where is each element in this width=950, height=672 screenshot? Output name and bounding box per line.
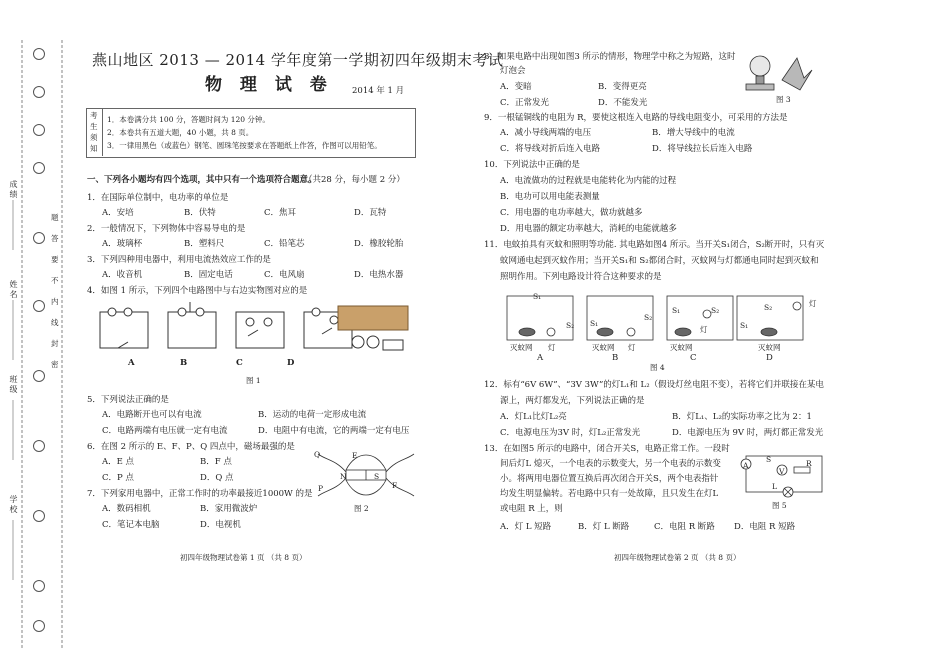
option: D．橡胶轮胎 xyxy=(354,239,404,249)
switch-label: S₂ xyxy=(711,306,720,315)
question-stem: 13．在如图5 所示的电路中，闭合开关S，电路正常工作。一段时 xyxy=(484,444,730,454)
option: D．Q 点 xyxy=(200,473,234,483)
switch-label: S₂ xyxy=(566,321,575,330)
figure-2-magnet xyxy=(316,450,416,500)
option: B．塑料尺 xyxy=(184,239,225,249)
option: B．运动的电荷一定形成电流 xyxy=(258,410,367,420)
switch-label: S xyxy=(766,455,772,464)
page-footer: 初四年级物理试卷第 1 页 （共 8 页） xyxy=(180,553,307,562)
point-label: Q xyxy=(314,450,321,459)
net-label: 灭蚊网 xyxy=(510,343,533,352)
option: A．玻璃杯 xyxy=(102,239,143,249)
magnet-pole-label: N xyxy=(340,472,347,481)
point-label: F xyxy=(392,481,398,490)
notice-divider xyxy=(102,108,103,156)
seal-char: 不 xyxy=(51,276,59,285)
option: D．将导线拉长后连入电路 xyxy=(652,144,753,154)
option: C．电阻 R 断路 xyxy=(654,522,715,532)
question-stem: 源上，两灯都发光，下列说法正确的是 xyxy=(500,396,645,406)
label-score: 成绩 xyxy=(9,180,18,200)
subject-title: 物 理 试 卷 xyxy=(205,75,333,95)
option: C．P 点 xyxy=(102,473,134,483)
circuit-option: A xyxy=(537,353,544,363)
option: B．变得更亮 xyxy=(598,82,647,92)
option: A．电路断开也可以有电流 xyxy=(102,410,202,420)
figure-option: B xyxy=(180,358,188,368)
section-heading: 一、下列各小题均有四个选项，其中只有一个选项符合题意。 xyxy=(87,175,317,185)
figure-option: C xyxy=(236,358,243,368)
option: B．固定电话 xyxy=(184,270,233,280)
seal-char: 密 xyxy=(51,360,59,369)
net-label: 灭蚊网 xyxy=(670,343,693,352)
question-stem: 11．电蚊拍具有灭蚊和照明等功能. 其电路如图4 所示。当开关S₁闭合，S₂断开时，只有灭 xyxy=(484,240,825,250)
option: B．增大导线中的电流 xyxy=(652,128,735,138)
option: B．F 点 xyxy=(200,457,232,467)
seal-char: 封 xyxy=(51,339,59,348)
point-label: E xyxy=(352,451,358,460)
seal-char: 要 xyxy=(51,255,59,264)
option: A．电流做功的过程就是电能转化为内能的过程 xyxy=(500,176,677,186)
question-stem: 4．如图 1 所示，下列四个电路图中与右边实物图对应的是 xyxy=(87,286,308,296)
meter-label: V xyxy=(779,467,785,476)
option: C．电路两端有电压就一定有电流 xyxy=(102,426,228,436)
binding-hole xyxy=(33,300,45,312)
figure-caption: 图 4 xyxy=(650,363,665,372)
notice-item: 2．本卷共有五道大题，40 小题，共 8 页。 xyxy=(107,128,254,137)
label-name: 姓名 xyxy=(9,280,18,300)
switch-label: S₂ xyxy=(644,313,653,322)
option: B．电功可以用电能表测量 xyxy=(500,192,600,202)
notice-label-char: 知 xyxy=(90,144,98,153)
binding-hole xyxy=(33,440,45,452)
switch-label: S₁ xyxy=(533,292,542,301)
option: B．灯L₁、L₂的实际功率之比为 2：1 xyxy=(672,412,812,422)
option: D．电阻 R 短路 xyxy=(734,522,796,532)
option: D．电视机 xyxy=(200,520,241,530)
option: C．笔记本电脑 xyxy=(102,520,160,530)
fill-lines xyxy=(10,140,30,640)
option: B．伏特 xyxy=(184,208,216,218)
binding-hole xyxy=(33,370,45,382)
option: A．灯 L 短路 xyxy=(500,522,552,532)
option: D．电源电压为 9V 时，两灯都正常发光 xyxy=(672,428,824,438)
lamp-label: L xyxy=(772,482,777,491)
magnet-pole-label: S xyxy=(374,472,380,481)
option: C．将导线对折后连入电路 xyxy=(500,144,601,154)
option: A．收音机 xyxy=(102,270,143,280)
option: B．家用微波炉 xyxy=(200,504,258,514)
lamp-label: 灯 xyxy=(700,325,708,334)
question-stem: 7．下列家用电器中，正常工作时的功率最接近1000W 的是 xyxy=(87,489,313,499)
notice-label-char: 生 xyxy=(90,122,98,131)
figure-caption: 图 3 xyxy=(776,95,791,104)
circuit-option: B xyxy=(612,353,619,363)
question-stem: 2．一般情况下，下列物体中容易导电的是 xyxy=(87,224,246,234)
question-stem: 间后灯L 熄灭，一个电表的示数变大，另一个电表的示数变 xyxy=(500,459,721,469)
binding-hole xyxy=(33,48,45,60)
notice-label-char: 须 xyxy=(90,133,98,142)
binding-hole xyxy=(33,510,45,522)
point-label: P xyxy=(318,484,324,493)
meter-label: A xyxy=(743,461,749,470)
label-class: 班级 xyxy=(9,375,18,395)
option: A．数码相机 xyxy=(102,504,151,514)
notice-item: 3．一律用黑色（或蓝色）钢笔、圆珠笔按要求在答题纸上作答，作图可以用铅笔。 xyxy=(107,141,382,150)
option: D．瓦特 xyxy=(354,208,387,218)
seal-char: 内 xyxy=(51,297,59,306)
binding-hole xyxy=(33,620,45,632)
switch-label: S₁ xyxy=(590,319,599,328)
figure-1-circuits xyxy=(98,300,428,370)
net-label: 灭蚊网 xyxy=(592,343,615,352)
binding-hole xyxy=(33,232,45,244)
option: C．电源电压为3V 时，灯L₂正常发光 xyxy=(500,428,641,438)
question-stem: 9．一根锰铜线的电阻为 R，要使这根连入电路的导线电阻变小，可采用的方法是 xyxy=(484,113,788,123)
exam-date: 2014 年 1 月 xyxy=(352,86,405,96)
option: A．减小导线两端的电压 xyxy=(500,128,592,138)
lamp-label: 灯 xyxy=(548,343,556,352)
circuit-option: D xyxy=(766,353,773,363)
option: D．电热水器 xyxy=(354,270,404,280)
question-stem: 5．下列说法正确的是 xyxy=(87,395,169,405)
resistor-label: R xyxy=(806,459,812,468)
question-stem: 灯泡会 xyxy=(500,66,526,76)
figure-3-bulb xyxy=(742,50,812,92)
question-stem: 8．如果电路中出现如图3 所示的情形，物理学中称之为短路，这时 xyxy=(484,52,736,62)
question-stem: 6．在图 2 所示的 E、F、P、Q 四点中，磁场最强的是 xyxy=(87,442,295,452)
question-stem: 小。将两用电器位置互换后再次闭合开关S，两个电表指针 xyxy=(500,474,719,484)
question-stem: 均发生明显偏转。若电路中只有一处故障，且只发生在灯L xyxy=(500,489,719,499)
page-footer: 初四年级物理试卷第 2 页 （共 8 页） xyxy=(614,553,741,562)
net-label: 灭蚊网 xyxy=(758,343,781,352)
option: D．不能发光 xyxy=(598,98,648,108)
option: C．正常发光 xyxy=(500,98,550,108)
figure-caption: 图 1 xyxy=(246,376,261,385)
option: A．安培 xyxy=(102,208,134,218)
question-stem: 12．标有“6V 6W”、“3V 3W”的灯L₁和 L₂（假设灯丝电阻不变），若将它们并联接在某电 xyxy=(484,380,824,390)
circuit-option: C xyxy=(690,353,697,363)
notice-label-char: 考 xyxy=(90,111,98,120)
option: C．焦耳 xyxy=(264,208,297,218)
seal-char: 线 xyxy=(51,318,59,327)
figure-option: D xyxy=(287,358,295,368)
exam-title: 燕山地区 2013 — 2014 学年度第一学期初四年级期末考试 xyxy=(92,51,504,69)
option: D．电阻中有电流，它的两端一定有电压 xyxy=(258,426,410,436)
binding-hole xyxy=(33,86,45,98)
seal-char: 答 xyxy=(51,234,59,243)
question-stem: 照明作用。下列电路设计符合这种要求的是 xyxy=(500,272,662,282)
option: A．变暗 xyxy=(500,82,532,92)
figure-caption: 图 2 xyxy=(354,504,369,513)
question-stem: 或电阻 R 上，则 xyxy=(500,504,563,514)
figure-caption: 图 5 xyxy=(772,501,787,510)
option: D．用电器的额定功率越大，消耗的电能就越多 xyxy=(500,224,677,234)
lamp-label: 灯 xyxy=(809,299,817,308)
binding-hole xyxy=(33,162,45,174)
option: B．灯 L 断路 xyxy=(578,522,630,532)
switch-label: S₁ xyxy=(672,306,681,315)
switch-label: S₁ xyxy=(740,321,749,330)
question-stem: 蚊网通电起到灭蚊作用；当开关S₁和 S₂都闭合时，灭蚊网与灯都通电同时起到灭蚊和 xyxy=(500,256,819,266)
section-score-note: （共28 分，每小题 2 分） xyxy=(304,175,405,185)
question-stem: 1．在国际单位制中，电功率的单位是 xyxy=(87,193,229,203)
figure-option: A xyxy=(128,358,135,368)
binding-hole xyxy=(33,124,45,136)
option: C．铅笔芯 xyxy=(264,239,305,249)
notice-item: 1．本卷满分共 100 分，答题时间为 120 分钟。 xyxy=(107,115,270,124)
binding-hole xyxy=(33,580,45,592)
question-stem: 10．下列说法中正确的是 xyxy=(484,160,580,170)
question-stem: 3．下列四种用电器中，利用电流热效应工作的是 xyxy=(87,255,271,265)
option: C．用电器的电功率越大，做功就越多 xyxy=(500,208,643,218)
option: A．灯L₁比灯L₂亮 xyxy=(500,412,567,422)
lamp-label: 灯 xyxy=(628,343,636,352)
seal-char: 题 xyxy=(51,213,59,222)
switch-label: S₂ xyxy=(764,303,773,312)
option: C．电风扇 xyxy=(264,270,305,280)
label-school: 学校 xyxy=(9,495,18,515)
option: A．E 点 xyxy=(102,457,135,467)
